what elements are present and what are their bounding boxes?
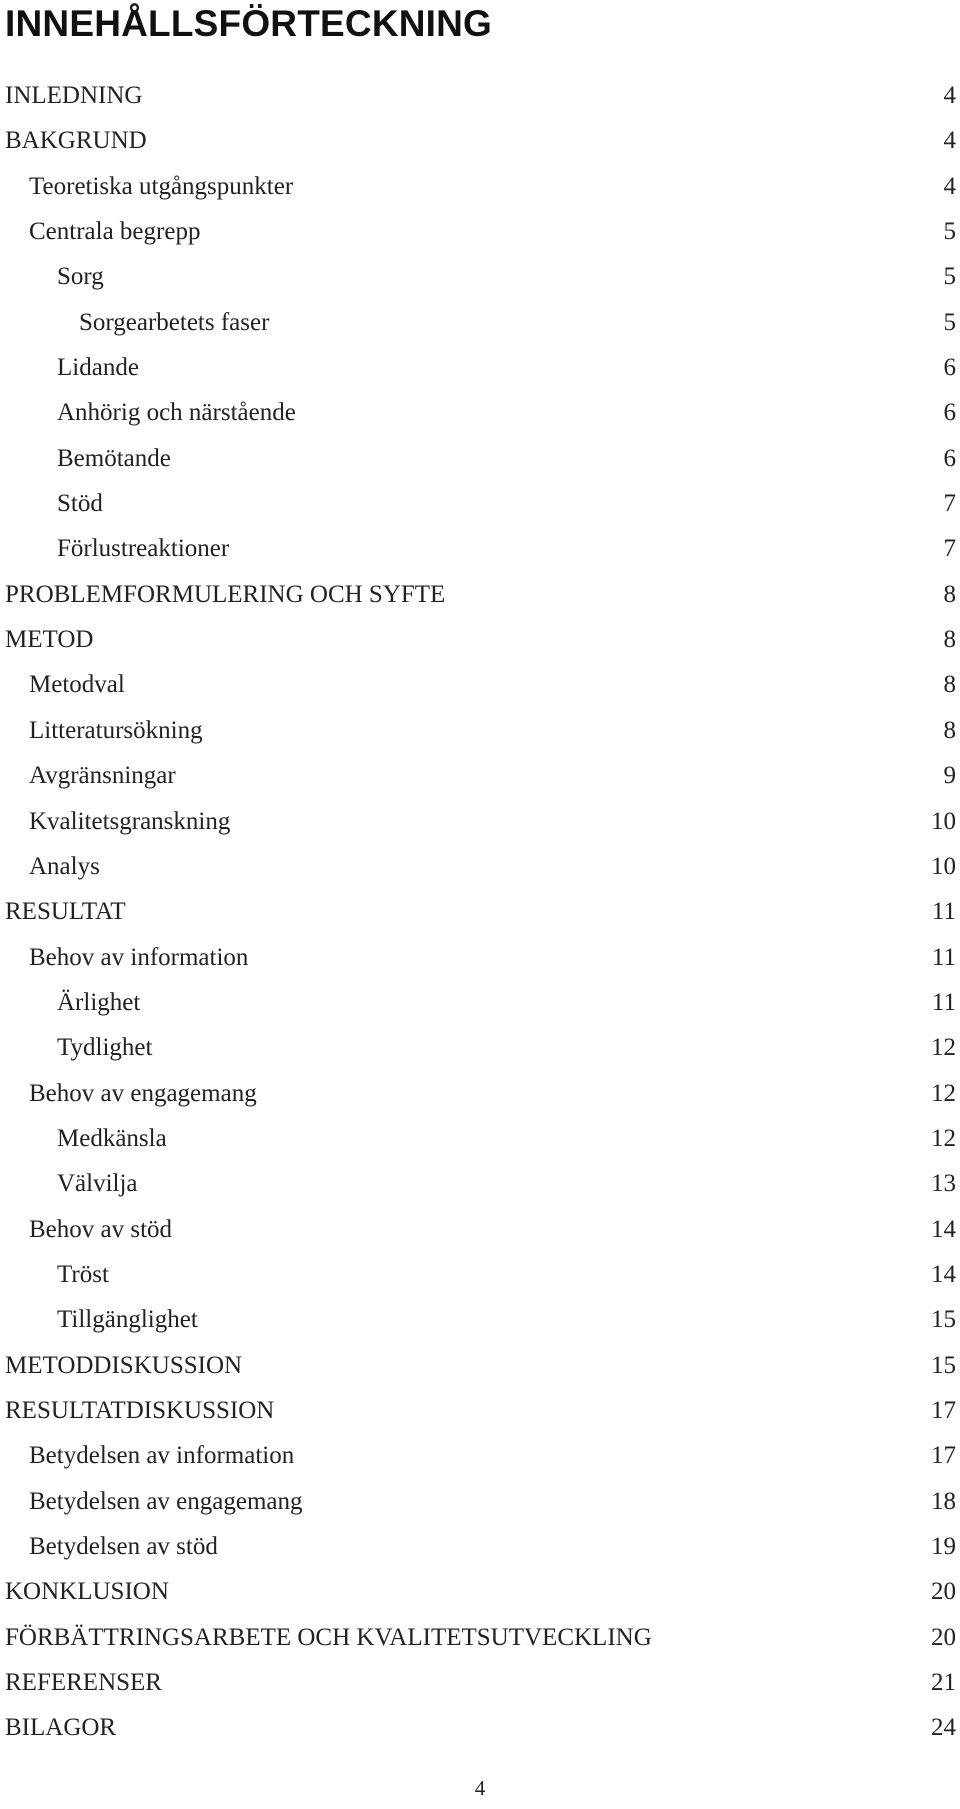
toc-entry xyxy=(0,209,960,254)
toc-entry-page-number: 11 xyxy=(931,898,956,926)
toc-entry xyxy=(0,390,960,435)
toc-entry-page-number: 8 xyxy=(943,716,956,744)
toc-entry-title: Metodval xyxy=(29,671,125,699)
toc-entry-title: Lidande xyxy=(57,354,139,382)
toc-entry-title: METODDISKUSSION xyxy=(5,1351,243,1379)
toc-entry-page-number: 12 xyxy=(931,1079,956,1107)
toc-entry-title: Betydelsen av stöd xyxy=(29,1533,218,1560)
toc-entry-title: REFERENSER xyxy=(5,1669,162,1697)
toc-entry xyxy=(0,1343,960,1388)
toc-entry-page-number: 6 xyxy=(943,444,956,472)
toc-entry-title: RESULTAT xyxy=(5,898,126,926)
toc-entry xyxy=(0,345,960,390)
toc-entry-page-number: 4 xyxy=(943,172,956,200)
toc-entry-title: BAKGRUND xyxy=(5,127,147,155)
toc-entry-title: Behov av information xyxy=(29,943,249,971)
toc-entry-title: Litteratursökning xyxy=(29,716,203,744)
toc-entry-title: Kvalitetsgranskning xyxy=(29,807,231,835)
toc-entry xyxy=(0,300,960,345)
toc-entry-title: INLEDNING xyxy=(5,82,143,109)
toc-entry-title: Stöd xyxy=(57,490,103,518)
toc-entry xyxy=(0,708,960,753)
toc-entry xyxy=(0,1705,960,1750)
toc-entry-page-number: 17 xyxy=(931,1442,956,1470)
toc-entry-page-number: 11 xyxy=(931,943,956,971)
toc-entry xyxy=(0,1161,960,1206)
toc-entry xyxy=(0,164,960,209)
toc-entry-title: RESULTATDISKUSSION xyxy=(5,1396,275,1424)
toc-entry-page-number: 15 xyxy=(931,1306,956,1334)
toc-entry xyxy=(0,1207,960,1252)
toc-entry-title: Medkänsla xyxy=(57,1124,167,1152)
toc-entry-page-number: 7 xyxy=(943,535,956,563)
toc-entry-page-number: 5 xyxy=(943,308,956,336)
toc-entry-title: Betydelsen av information xyxy=(29,1442,295,1470)
toc-entry-title: Sorgearbetets faser xyxy=(79,308,270,336)
toc-entry-page-number: 19 xyxy=(931,1533,956,1560)
toc-entry xyxy=(0,436,960,481)
toc-entry xyxy=(0,662,960,707)
toc-entry xyxy=(0,889,960,934)
toc-entry xyxy=(0,935,960,980)
toc-entry-title: KONKLUSION xyxy=(5,1578,169,1606)
toc-entry-title: BILAGOR xyxy=(5,1714,117,1742)
toc-entry xyxy=(0,1116,960,1161)
toc-entry-page-number: 12 xyxy=(931,1124,956,1152)
toc-entry-page-number: 6 xyxy=(943,354,956,382)
toc-entry-page-number: 13 xyxy=(931,1170,956,1198)
toc-entry-title: Sorg xyxy=(57,263,104,291)
page-footer-number: 4 xyxy=(474,1776,486,1800)
toc-entry-title: Avgränsningar xyxy=(29,762,176,790)
toc-entry xyxy=(0,1479,960,1524)
toc-entry-page-number: 5 xyxy=(943,218,956,246)
toc-entry xyxy=(0,1660,960,1705)
toc-entry-page-number: 20 xyxy=(931,1623,956,1651)
toc-entry-title: Bemötande xyxy=(57,444,171,472)
toc-entry-page-number: 4 xyxy=(943,127,956,155)
toc-entry-page-number: 18 xyxy=(931,1487,956,1515)
toc-entry-title: Ärlighet xyxy=(57,988,141,1016)
toc-entry xyxy=(0,73,960,118)
toc-entry xyxy=(0,1297,960,1342)
toc-entry xyxy=(0,1071,960,1116)
toc-entry-page-number: 12 xyxy=(931,1034,956,1062)
toc-entry-title: Behov av stöd xyxy=(29,1215,173,1243)
toc-entry xyxy=(0,799,960,844)
toc-entry xyxy=(0,844,960,889)
toc-entry xyxy=(0,118,960,163)
toc-entry xyxy=(0,1025,960,1070)
toc-entry xyxy=(0,617,960,662)
toc-entry xyxy=(0,526,960,571)
toc-entry-title: Förlustreaktioner xyxy=(57,535,230,563)
toc-entry xyxy=(0,254,960,299)
toc-entry-page-number: 21 xyxy=(931,1669,956,1697)
toc-entry-page-number: 24 xyxy=(931,1714,956,1742)
toc-list xyxy=(0,73,960,1751)
toc-entry-page-number: 8 xyxy=(943,671,956,699)
toc-entry-page-number: 8 xyxy=(943,626,956,654)
toc-entry-title: Välvilja xyxy=(57,1170,138,1198)
toc-entry xyxy=(0,753,960,798)
toc-entry-page-number: 10 xyxy=(931,852,956,880)
toc-entry-page-number: 17 xyxy=(931,1396,956,1424)
toc-entry-page-number: 4 xyxy=(943,82,956,109)
toc-entry xyxy=(0,1388,960,1433)
toc-entry xyxy=(0,481,960,526)
toc-entry-title: METOD xyxy=(5,626,94,654)
toc-heading: INNEHÅLLSFÖRTECKNING xyxy=(5,3,493,44)
toc-entry-title: Tröst xyxy=(57,1260,109,1288)
toc-entry-page-number: 6 xyxy=(943,399,956,427)
toc-entry-page-number: 11 xyxy=(931,988,956,1016)
toc-entry xyxy=(0,1524,960,1569)
toc-entry xyxy=(0,1433,960,1478)
toc-entry-title: Behov av engagemang xyxy=(29,1079,257,1107)
toc-entry xyxy=(0,980,960,1025)
toc-entry-page-number: 20 xyxy=(931,1578,956,1606)
toc-entry-page-number: 9 xyxy=(943,762,956,790)
toc-entry-title: Tydlighet xyxy=(57,1034,153,1062)
toc-entry-page-number: 15 xyxy=(931,1351,956,1379)
toc-entry-page-number: 14 xyxy=(931,1260,956,1288)
toc-entry-title: FÖRBÄTTRINGSARBETE OCH KVALITETSUTVECKLING xyxy=(5,1623,652,1651)
toc-entry-page-number: 8 xyxy=(943,580,956,608)
toc-entry xyxy=(0,1252,960,1297)
toc-entry-title: Betydelsen av engagemang xyxy=(29,1487,303,1515)
toc-entry-title: Tillgänglighet xyxy=(57,1306,198,1334)
toc-entry xyxy=(0,572,960,617)
toc-entry-title: Analys xyxy=(29,852,100,880)
toc-entry-page-number: 5 xyxy=(943,263,956,291)
toc-entry-page-number: 14 xyxy=(931,1215,956,1243)
toc-entry xyxy=(0,1615,960,1660)
toc-entry-title: PROBLEMFORMULERING OCH SYFTE xyxy=(5,580,446,608)
toc-entry xyxy=(0,1569,960,1614)
toc-entry-page-number: 10 xyxy=(931,807,956,835)
toc-entry-page-number: 7 xyxy=(943,490,956,518)
toc-entry-title: Anhörig och närstående xyxy=(57,399,296,427)
toc-entry-title: Teoretiska utgångspunkter xyxy=(29,172,294,200)
toc-entry-title: Centrala begrepp xyxy=(29,218,201,246)
